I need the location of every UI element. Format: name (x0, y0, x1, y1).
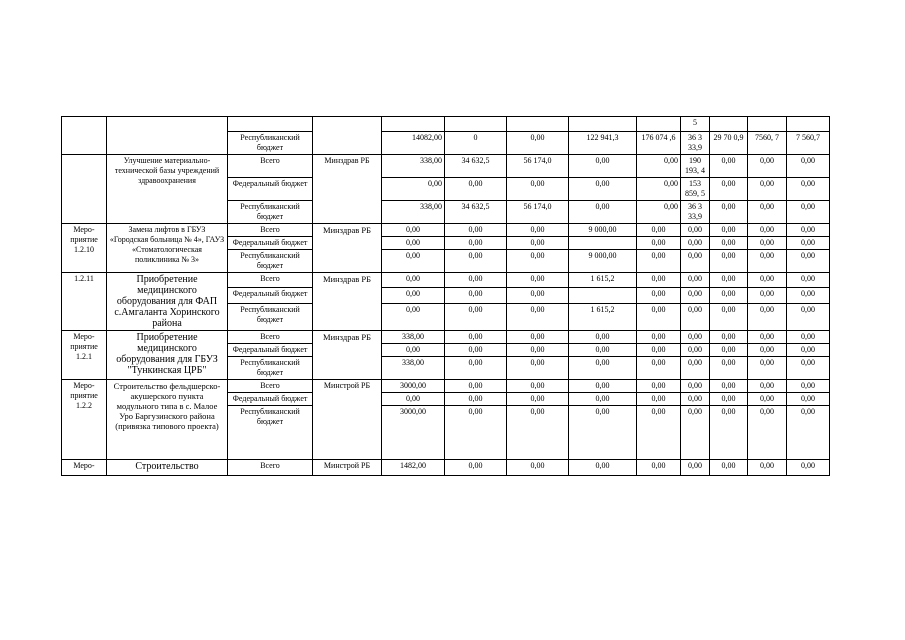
cell-title: Строительство (107, 460, 228, 476)
cell: 0,00 (569, 344, 637, 357)
cell: 0,00 (681, 357, 710, 380)
cell (445, 117, 507, 132)
cell: 0,00 (445, 178, 507, 201)
cell: 0,00 (507, 273, 569, 288)
cell: 0,00 (681, 393, 710, 406)
cell: 0,00 (445, 237, 507, 250)
cell: 0,00 (787, 273, 830, 288)
cell: 0,00 (569, 155, 637, 178)
cell: 1482,00 (382, 460, 445, 476)
cell: 0,00 (748, 273, 787, 288)
cell: 3000,00 (382, 380, 445, 393)
cell: 338,00 (382, 155, 445, 178)
cell: 0,00 (681, 331, 710, 344)
cell-source: Республиканский бюджет (228, 406, 313, 460)
cell: 5 (681, 117, 710, 132)
cell: 0,00 (382, 237, 445, 250)
cell: 0,00 (445, 460, 507, 476)
cell-source: Республиканский бюджет (228, 132, 313, 155)
cell: 0,00 (787, 357, 830, 380)
cell: 7 560,7 (787, 132, 830, 155)
cell: 0,00 (787, 393, 830, 406)
cell: 0,00 (787, 406, 830, 460)
cell: 338,00 (382, 331, 445, 344)
cell: 0,00 (569, 393, 637, 406)
cell: 0,00 (748, 250, 787, 273)
cell: 0,00 (637, 155, 681, 178)
cell (710, 117, 748, 132)
cell: 0,00 (637, 273, 681, 288)
cell-source: Республиканский бюджет (228, 250, 313, 273)
cell: 0,00 (637, 393, 681, 406)
cell-num: 1.2.11 (62, 273, 107, 331)
cell-source: Всего (228, 460, 313, 476)
cell: 0,00 (507, 224, 569, 237)
cell: 0,00 (748, 155, 787, 178)
cell: 0,00 (748, 237, 787, 250)
cell: 0,00 (507, 460, 569, 476)
cell-num: Меро-приятие 1.2.1 (62, 331, 107, 380)
cell: 0,00 (445, 357, 507, 380)
cell: 0,00 (637, 250, 681, 273)
cell: 0,00 (445, 250, 507, 273)
cell: 0,00 (382, 178, 445, 201)
cell-executor: Минздрав РБ (313, 155, 382, 224)
cell: 0,00 (748, 331, 787, 344)
cell-title (107, 117, 228, 155)
cell: 0,00 (507, 303, 569, 330)
cell: 34 632,5 (445, 201, 507, 224)
cell (748, 117, 787, 132)
cell: 0,00 (507, 344, 569, 357)
cell: 0,00 (710, 331, 748, 344)
cell: 0,00 (681, 288, 710, 303)
cell: 0,00 (710, 303, 748, 330)
cell: 0,00 (787, 288, 830, 303)
cell: 34 632,5 (445, 155, 507, 178)
cell-source: Федеральный бюджет (228, 393, 313, 406)
cell: 0,00 (748, 406, 787, 460)
cell: 0,00 (710, 237, 748, 250)
cell: 0,00 (507, 132, 569, 155)
cell: 0,00 (507, 178, 569, 201)
cell: 0,00 (507, 393, 569, 406)
cell: 338,00 (382, 357, 445, 380)
cell: 0,00 (569, 357, 637, 380)
cell-source: Республиканский бюджет (228, 357, 313, 380)
cell: 0,00 (507, 357, 569, 380)
cell: 0,00 (787, 380, 830, 393)
cell-executor (313, 117, 382, 155)
cell: 0,00 (569, 331, 637, 344)
cell: 0,00 (569, 380, 637, 393)
cell: 0,00 (787, 344, 830, 357)
cell-source: Федеральный бюджет (228, 344, 313, 357)
cell-num: Меро- (62, 460, 107, 476)
cell: 0,00 (787, 250, 830, 273)
cell: 29 70 0,9 (710, 132, 748, 155)
cell: 0,00 (445, 273, 507, 288)
cell: 0,00 (710, 201, 748, 224)
cell: 0,00 (382, 303, 445, 330)
cell: 0,00 (681, 250, 710, 273)
cell: 0,00 (637, 344, 681, 357)
cell (569, 117, 637, 132)
cell: 0,00 (748, 357, 787, 380)
cell: 3000,00 (382, 406, 445, 460)
cell: 0,00 (748, 380, 787, 393)
cell: 0,00 (681, 460, 710, 476)
cell: 0,00 (710, 357, 748, 380)
cell: 0,00 (681, 224, 710, 237)
cell: 9 000,00 (569, 224, 637, 237)
cell: 0,00 (681, 380, 710, 393)
table-row (62, 460, 830, 476)
cell: 0,00 (637, 303, 681, 330)
cell: 0,00 (681, 303, 710, 330)
cell: 0,00 (637, 380, 681, 393)
cell: 0,00 (787, 201, 830, 224)
cell: 0,00 (748, 344, 787, 357)
cell: 0,00 (445, 288, 507, 303)
cell: 0,00 (382, 344, 445, 357)
cell (507, 117, 569, 132)
cell (569, 237, 637, 250)
cell: 0,00 (748, 460, 787, 476)
cell (637, 117, 681, 132)
cell: 0,00 (710, 155, 748, 178)
cell: 0,00 (637, 237, 681, 250)
cell: 0,00 (382, 273, 445, 288)
cell: 0,00 (637, 178, 681, 201)
cell: 0,00 (507, 237, 569, 250)
cell: 0,00 (710, 460, 748, 476)
table-row (62, 273, 830, 288)
cell: 0,00 (787, 155, 830, 178)
cell-source: Федеральный бюджет (228, 237, 313, 250)
cell: 0,00 (445, 393, 507, 406)
cell-title: Улучшение материально-технической базы учреждений здравоохранения (107, 155, 228, 224)
cell: 56 174,0 (507, 201, 569, 224)
cell-num (62, 117, 107, 155)
cell: 0,00 (569, 201, 637, 224)
cell: 1 615,2 (569, 273, 637, 288)
cell: 0,00 (681, 344, 710, 357)
cell: 0,00 (710, 406, 748, 460)
cell: 0,00 (748, 393, 787, 406)
cell-source: Всего (228, 224, 313, 237)
cell: 122 941,3 (569, 132, 637, 155)
cell: 56 174,0 (507, 155, 569, 178)
cell: 0,00 (787, 460, 830, 476)
cell: 176 074 ,6 (637, 132, 681, 155)
cell-source: Республиканский бюджет (228, 201, 313, 224)
table-row (62, 117, 830, 132)
cell: 0,00 (748, 201, 787, 224)
cell (787, 117, 830, 132)
cell: 0,00 (710, 393, 748, 406)
cell-executor: Минстрой РБ (313, 460, 382, 476)
cell: 1 615,2 (569, 303, 637, 330)
table-row (62, 155, 830, 178)
cell: 36 3 33,9 (681, 201, 710, 224)
cell: 0,00 (569, 406, 637, 460)
cell: 190 193, 4 (681, 155, 710, 178)
cell (569, 288, 637, 303)
cell: 0,00 (382, 250, 445, 273)
table-row (62, 331, 830, 344)
cell-executor: Минздрав РБ (313, 224, 382, 273)
cell: 0,00 (637, 357, 681, 380)
cell: 0,00 (382, 393, 445, 406)
cell: 0,00 (787, 178, 830, 201)
cell: 0,00 (445, 331, 507, 344)
cell-executor: Минздрав РБ (313, 331, 382, 380)
cell: 0,00 (787, 331, 830, 344)
cell-title: Замена лифтов в ГБУЗ «Городская больница № 4», ГАУЗ «Стоматологическая поликлиника № 3» (107, 224, 228, 273)
cell: 0,00 (569, 178, 637, 201)
cell: 0,00 (507, 406, 569, 460)
cell: 36 3 33,9 (681, 132, 710, 155)
cell: 9 000,00 (569, 250, 637, 273)
cell-num: Меро-приятие 1.2.2 (62, 380, 107, 460)
cell: 0,00 (445, 380, 507, 393)
cell: 0,00 (710, 178, 748, 201)
cell: 0,00 (507, 250, 569, 273)
cell: 0,00 (637, 460, 681, 476)
cell: 0,00 (748, 303, 787, 330)
cell: 0,00 (382, 288, 445, 303)
cell: 153 859, 5 (681, 178, 710, 201)
cell-source: Всего (228, 380, 313, 393)
cell: 0,00 (681, 406, 710, 460)
cell-title: Приобретение медицинского оборудования для ФАП с.Амгаланта Хоринского района (107, 273, 228, 331)
cell: 0,00 (445, 224, 507, 237)
cell-source: Всего (228, 273, 313, 288)
table-row (62, 380, 830, 393)
cell: 0,00 (748, 178, 787, 201)
cell: 0,00 (710, 380, 748, 393)
cell: 0,00 (710, 224, 748, 237)
cell: 0,00 (748, 288, 787, 303)
cell: 7560, 7 (748, 132, 787, 155)
cell: 0,00 (507, 331, 569, 344)
cell: 0,00 (637, 201, 681, 224)
cell: 0,00 (445, 303, 507, 330)
cell-num (62, 155, 107, 224)
cell: 0,00 (710, 344, 748, 357)
cell: 0,00 (637, 288, 681, 303)
table-row (62, 224, 830, 237)
program-funding-table (61, 116, 830, 476)
cell: 0,00 (748, 224, 787, 237)
cell: 0,00 (637, 406, 681, 460)
cell: 0,00 (637, 224, 681, 237)
cell-num: Меро-приятие 1.2.10 (62, 224, 107, 273)
cell: 0,00 (637, 331, 681, 344)
cell: 338,00 (382, 201, 445, 224)
cell: 0,00 (787, 224, 830, 237)
cell-source: Всего (228, 331, 313, 344)
cell-source: Федеральный бюджет (228, 288, 313, 303)
cell: 0,00 (710, 288, 748, 303)
cell: 0,00 (787, 237, 830, 250)
cell: 0,00 (787, 303, 830, 330)
cell-executor: Минстрой РБ (313, 380, 382, 460)
cell-executor: Минздрав РБ (313, 273, 382, 331)
cell: 0,00 (681, 237, 710, 250)
cell-title: Приобретение медицинского оборудования для ГБУЗ "Тункинская ЦРБ" (107, 331, 228, 380)
cell: 0,00 (710, 273, 748, 288)
cell (382, 117, 445, 132)
cell: 0,00 (382, 224, 445, 237)
cell-source (228, 117, 313, 132)
cell: 0,00 (445, 344, 507, 357)
cell: 0,00 (445, 406, 507, 460)
cell: 0,00 (507, 288, 569, 303)
cell: 0,00 (710, 250, 748, 273)
cell-title: Строительство фельдшерско-акушерского пункта модульного типа в с. Малое Уро Баргузинского района (привязка типового проекта) (107, 380, 228, 460)
cell: 14082,00 (382, 132, 445, 155)
cell: 0 (445, 132, 507, 155)
cell-source: Всего (228, 155, 313, 178)
cell: 0,00 (569, 460, 637, 476)
cell-source: Республиканский бюджет (228, 303, 313, 330)
cell-source: Федеральный бюджет (228, 178, 313, 201)
cell: 0,00 (507, 380, 569, 393)
cell: 0,00 (681, 273, 710, 288)
